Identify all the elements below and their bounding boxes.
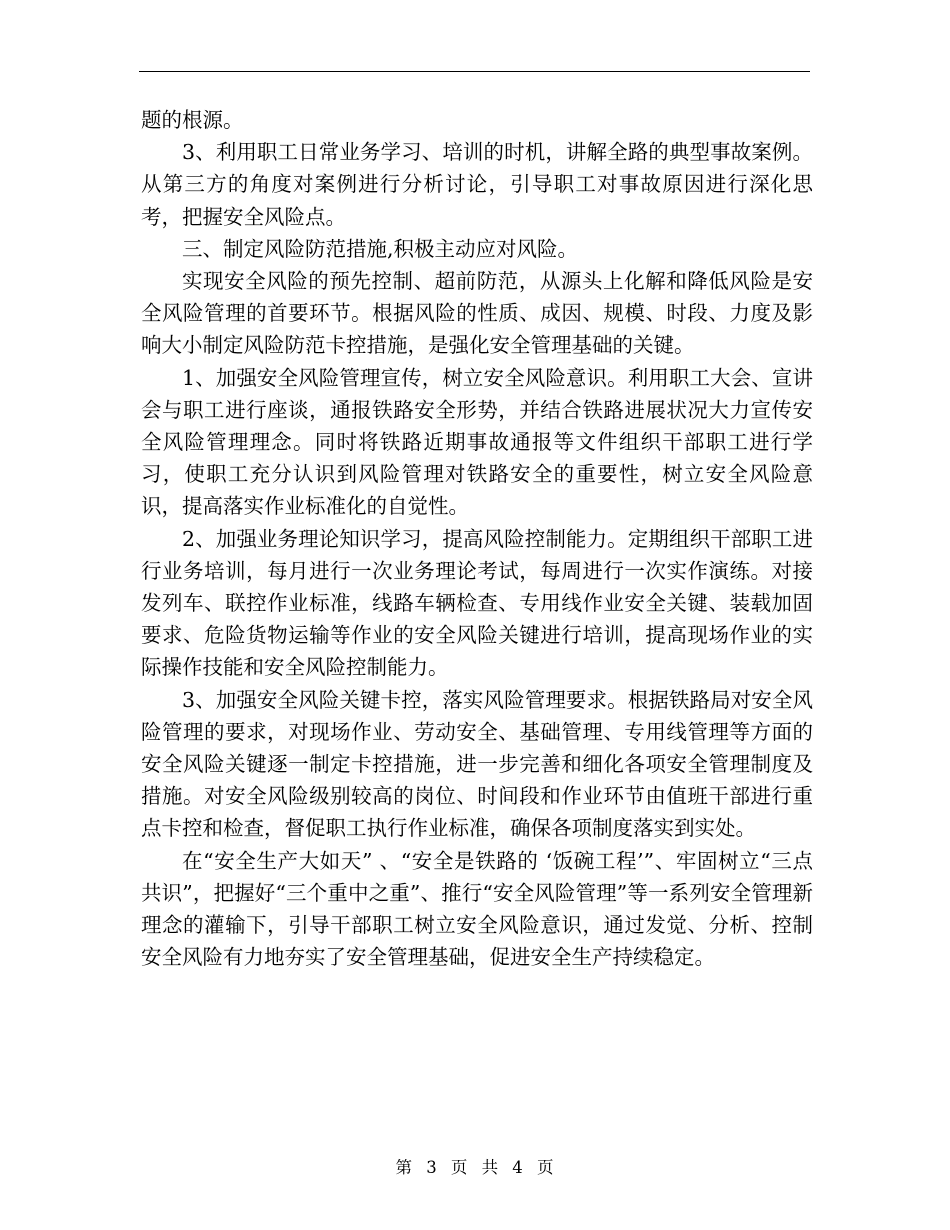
document-body <box>141 104 813 973</box>
page-current-number: 3 <box>426 1158 438 1177</box>
page-footer <box>0 1154 950 1178</box>
paragraph-3: 三、制定风险防范措施,积极主动应对风险。 <box>182 236 579 261</box>
header-rule <box>139 71 810 72</box>
footer-label-di: 第 <box>395 1158 414 1177</box>
paragraph-1: 题的根源。 <box>141 108 244 132</box>
paragraph-4: 实现安全风险的预先控制、超前防范，从源头上化解和降低风险是安全风险管理的首要环节。根据风险的性质、成因、规模、时段、力度及影响大小制定风险防范卡控措施，是强化安全管理基础的关键。 <box>141 269 813 358</box>
paragraph-2: 3、利用职工日常业务学习、培训的时机，讲解全路的典型事故案例。从第三方的角度对案例进行分析讨论，引导职工对事故原因进行深化思考，把握安全风险点。 <box>141 140 813 229</box>
paragraph-6: 2、加强业务理论知识学习，提高风险控制能力。定期组织干部职工进行业务培训，每月进行一次业务理论考试，每周进行一次实作演练。对接发列车、联控作业标准，线路车辆检查、专用线作业安全关键、装载加固要求、危险货物运输等作业的安全风险关键进行培训，提高现场作业的实际操作技能和安全风险控制能力。 <box>141 526 813 680</box>
paragraph-7: 3、加强安全风险关键卡控，落实风险管理要求。根据铁路局对安全风险管理的要求，对现场作业、劳动安全、基础管理、专用线管理等方面的安全风险关键逐一制定卡控措施，进一步完善和细化各项安全管理制度及措施。对安全风险级别较高的岗位、时间段和作业环节由值班干部进行重点卡控和检查，督促职工执行作业标准，确保各项制度落实到实处。 <box>141 687 813 841</box>
footer-label-ye-end: 页 <box>536 1158 555 1177</box>
footer-label-gong: 共 <box>481 1158 500 1177</box>
page-total-number: 4 <box>512 1158 524 1177</box>
footer-label-ye: 页 <box>450 1158 469 1177</box>
paragraph-8: 在“安全生产大如天” 、“安全是铁路的 ‘饭碗工程’”、牢固树立“三点共识”，把握好“三个重中之重”、推行“安全风险管理”等一系列安全管理新理念的灌输下，引导干部职工树立安全风险意识，通过发觉、分析、控制安全风险有力地夯实了安全管理基础，促进安全生产持续稳定。 <box>141 848 813 970</box>
paragraph-5: 1、加强安全风险管理宣传，树立安全风险意识。利用职工大会、宣讲会与职工进行座谈，通报铁路安全形势，并结合铁路进展状况大力宣传安全风险管理理念。同时将铁路近期事故通报等文件组织干部职工进行学习，使职工充分认识到风险管理对铁路安全的重要性，树立安全风险意识，提高落实作业标准化的自觉性。 <box>141 365 813 519</box>
